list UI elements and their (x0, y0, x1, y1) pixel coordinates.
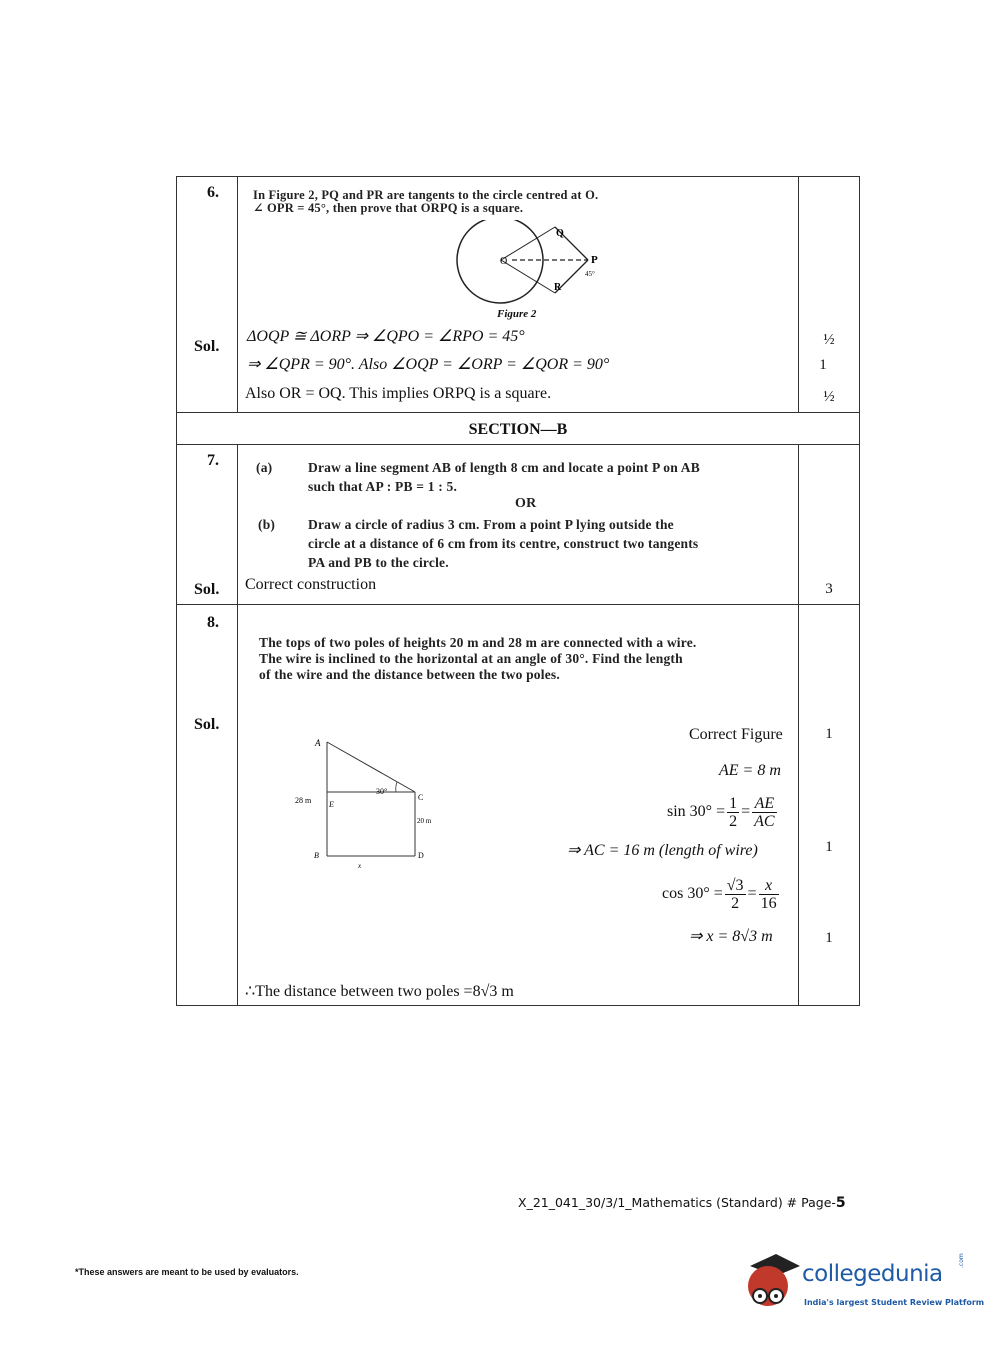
question-number: 6. (207, 184, 219, 201)
label-x: x (358, 862, 362, 870)
page-reference (518, 1195, 846, 1211)
question-text: The wire is inclined to the horizontal at an angle of 30°. Find the length (259, 651, 683, 666)
brand-tagline: India's largest Student Review Platform (804, 1298, 985, 1307)
sol-label: Sol. (194, 581, 220, 598)
sin-equation: sin 30° = $\frac{1}{2}$ = $\frac{AE}{AC}$ (667, 794, 775, 830)
wire-ac (327, 742, 415, 792)
angle-30: 30° (376, 787, 388, 796)
column-divider (237, 176, 238, 412)
table-border-left (176, 176, 177, 1006)
fraction-numerator: x (759, 877, 779, 895)
question-text: of the wire and the distance between the two poles. (259, 667, 560, 682)
question-number: 7. (207, 452, 219, 469)
label-c: C (418, 793, 424, 802)
label-o: O (500, 256, 508, 267)
height-28m: 28 m (295, 796, 312, 805)
column-divider (798, 176, 799, 412)
conclusion-text: ∴The distance between two poles =8√3 m (245, 983, 514, 1000)
marks: 3 (825, 581, 833, 597)
brand-suffix: .com (958, 1253, 965, 1268)
solution-step: ⇒ x = 8√3 m (689, 928, 773, 945)
marks: ½ (823, 332, 835, 348)
solution-text: Correct Figure (689, 726, 783, 743)
sin-lhs: sin 30° = (667, 803, 726, 820)
section-title: SECTION—B (468, 421, 568, 438)
marks: 1 (825, 930, 833, 946)
label-d: D (418, 851, 424, 860)
figure-caption: Figure 2 (497, 308, 537, 320)
question-number: 8. (207, 614, 219, 631)
marks: 1 (825, 839, 833, 855)
or-separator: OR (515, 496, 537, 511)
column-divider (237, 444, 238, 1006)
cos-equation: cos 30° = $\frac{√3}{2}$ = $\frac{x}{16}$ (662, 876, 777, 912)
question-text: such that AP : PB = 1 : 5. (308, 479, 458, 494)
angle-arc (396, 782, 397, 792)
question-text: ∠ OPR = 45°, then prove that ORPQ is a square. (253, 201, 524, 215)
evaluator-note: *These answers are meant to be used by evaluators. (75, 1267, 299, 1277)
poles-figure (290, 730, 440, 875)
label-q: Q (556, 228, 564, 239)
height-20m: 20 m (417, 817, 432, 825)
radius-oq (501, 227, 555, 260)
row-divider (176, 604, 860, 605)
fraction-denominator: AC (754, 812, 775, 830)
label-b: B (314, 851, 319, 860)
table-border-right (859, 176, 860, 1006)
collegedunia-logo (742, 1252, 985, 1312)
part-label: (b) (258, 517, 276, 532)
fraction (752, 795, 776, 830)
angle-label: 45° (585, 270, 595, 278)
brand-name: collegedunia (802, 1261, 943, 1287)
solution-text: Correct construction (245, 576, 377, 593)
sol-label: Sol. (194, 338, 220, 355)
solution-step: ⇒ AC = 16 m (length of wire) (567, 842, 758, 859)
fraction (727, 795, 739, 830)
label-p: P (591, 254, 598, 266)
table-border-top (176, 176, 860, 177)
radius-or (501, 260, 555, 293)
label-e: E (329, 800, 334, 809)
cos-lhs: cos 30° = (662, 885, 723, 902)
mascot-icon (742, 1252, 802, 1312)
fraction (725, 877, 746, 912)
solution-step: AE = 8 m (719, 762, 781, 779)
table-border-bottom (176, 1005, 860, 1006)
label-a: A (315, 738, 321, 748)
fraction-denominator: 2 (731, 894, 740, 912)
question-text: circle at a distance of 6 cm from its centre, construct two tangents (308, 536, 699, 551)
marks: 1 (819, 357, 827, 373)
fraction-numerator: 1 (729, 794, 738, 812)
question-text: Draw a line segment AB of length 8 cm and locate a point P on AB (308, 460, 700, 475)
label-r: R (554, 282, 562, 293)
fraction-denominator: 16 (760, 894, 777, 912)
row-divider (176, 444, 860, 445)
page-ref-text: X_21_041_30/3/1_Mathematics (Standard) # Page- (518, 1195, 836, 1210)
question-text: Draw a circle of radius 3 cm. From a point P lying outside the (308, 517, 674, 532)
solution-step: Also OR = OQ. This implies ORPQ is a square. (245, 385, 552, 402)
arrow-p (581, 253, 588, 260)
part-label: (a) (256, 460, 273, 475)
solution-step: ⇒ ∠QPR = 90°. Also ∠OQP = ∠ORP = ∠QOR = 90° (247, 356, 610, 373)
fraction-denominator: 2 (729, 812, 738, 830)
fraction-numerator: AE (752, 795, 776, 813)
solution-step: ΔOQP ≅ ΔORP ⇒ ∠QPO = ∠RPO = 45° (247, 328, 525, 345)
fraction (759, 877, 779, 912)
fraction-numerator: √3 (726, 876, 744, 894)
row-divider (176, 412, 860, 413)
marks: 1 (825, 726, 833, 742)
question-text: In Figure 2, PQ and PR are tangents to the circle centred at O. (253, 188, 599, 202)
question-text: PA and PB to the circle. (308, 555, 449, 570)
page-number: 5 (835, 1195, 846, 1211)
sol-label: Sol. (194, 716, 220, 733)
question-text: The tops of two poles of heights 20 m and 28 m are connected with a wire. (259, 635, 697, 650)
marks: ½ (823, 389, 835, 405)
